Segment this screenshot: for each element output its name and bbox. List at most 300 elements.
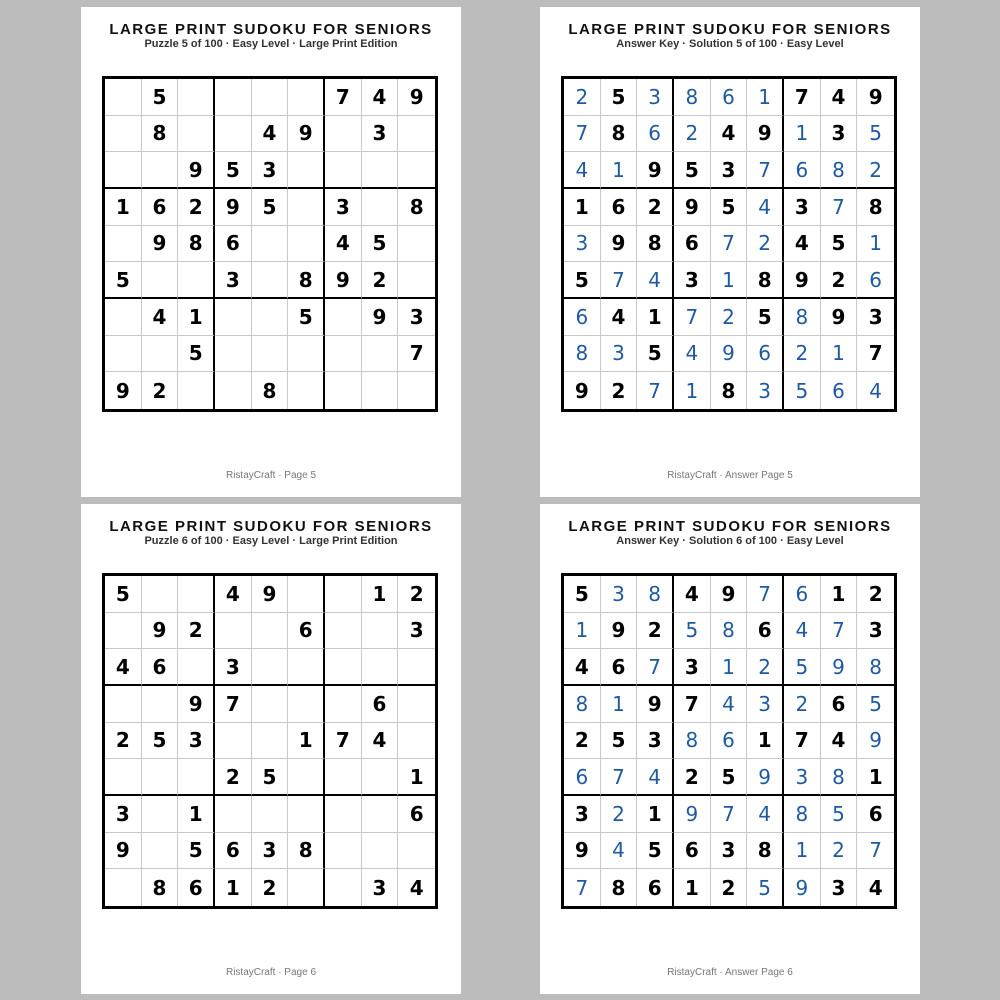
grid-cell: 2 [252,869,289,906]
grid-cell: 1 [784,833,821,870]
grid-cell [325,833,362,870]
grid-cell: 6 [637,116,674,153]
grid-cell: 3 [857,299,894,336]
grid-cell: 8 [857,649,894,686]
grid-cell: 7 [747,576,784,613]
grid-cell: 4 [747,796,784,833]
grid-cell [252,796,289,833]
grid-cell [362,189,399,226]
grid-cell: 1 [674,372,711,409]
grid-cell [252,299,289,336]
grid-cell: 5 [142,79,179,116]
grid-cell [178,372,215,409]
grid-cell: 5 [105,262,142,299]
grid-cell: 9 [784,262,821,299]
grid-cell: 7 [215,686,252,723]
grid-cell [398,372,435,409]
grid-cell: 5 [747,869,784,906]
grid-cell: 6 [288,613,325,650]
grid-cell: 7 [637,372,674,409]
grid-cell [142,576,179,613]
grid-cell: 1 [601,152,638,189]
grid-cell: 4 [674,576,711,613]
grid-cell: 4 [637,262,674,299]
grid-cell: 9 [398,79,435,116]
grid-cell: 6 [821,686,858,723]
grid-cell [362,152,399,189]
grid-cell: 9 [711,576,748,613]
grid-cell: 9 [564,372,601,409]
grid-cell: 6 [857,796,894,833]
grid-cell: 7 [821,613,858,650]
grid-cell: 5 [288,299,325,336]
grid-cell: 4 [362,723,399,760]
grid-cell [288,576,325,613]
grid-cell [288,226,325,263]
grid-cell: 4 [564,152,601,189]
page-subtitle: Answer Key · Solution 6 of 100 · Easy Level [616,535,844,547]
grid-cell: 6 [784,576,821,613]
grid-cell: 8 [711,372,748,409]
grid-cell: 5 [637,336,674,373]
grid-cell: 8 [564,336,601,373]
grid-cell: 3 [252,833,289,870]
grid-cell: 5 [564,262,601,299]
grid-cell: 7 [711,796,748,833]
grid-cell: 6 [674,226,711,263]
grid-cell: 6 [142,189,179,226]
grid-cell: 4 [637,759,674,796]
grid-cell: 3 [857,613,894,650]
grid-cell [325,372,362,409]
grid-cell: 8 [747,833,784,870]
grid-cell: 5 [601,723,638,760]
grid-cell: 2 [564,723,601,760]
grid-cell: 8 [398,189,435,226]
grid-cell [215,336,252,373]
grid-cell: 1 [784,116,821,153]
grid-cell: 6 [564,299,601,336]
grid-cell [325,649,362,686]
grid-cell [288,189,325,226]
grid-cell: 9 [711,336,748,373]
grid-cell: 9 [857,723,894,760]
grid-cell [362,613,399,650]
grid-cell: 2 [215,759,252,796]
grid-cell [142,686,179,723]
grid-cell: 5 [252,189,289,226]
grid-cell: 5 [252,759,289,796]
grid-cell [215,796,252,833]
grid-cell [362,759,399,796]
answer-grid [561,573,897,909]
grid-cell: 5 [784,372,821,409]
grid-cell: 5 [564,576,601,613]
grid-cell: 1 [398,759,435,796]
grid-cell [362,372,399,409]
grid-cell: 6 [215,226,252,263]
grid-cell: 5 [857,686,894,723]
grid-cell: 1 [637,299,674,336]
grid-cell: 1 [215,869,252,906]
grid-cell: 1 [178,299,215,336]
grid-cell: 6 [637,869,674,906]
grid-cell [252,686,289,723]
grid-cell: 8 [288,833,325,870]
grid-cell: 3 [747,686,784,723]
grid-cell: 5 [857,116,894,153]
grid-cell: 4 [601,833,638,870]
page-subtitle: Answer Key · Solution 5 of 100 · Easy Level [616,38,844,50]
grid-cell: 3 [564,796,601,833]
grid-cell: 3 [674,649,711,686]
grid-cell [398,262,435,299]
grid-cell [325,613,362,650]
grid-cell [288,796,325,833]
grid-cell [178,262,215,299]
grid-cell [398,686,435,723]
sudoku-grid [102,573,438,909]
grid-cell [288,79,325,116]
grid-cell: 6 [398,796,435,833]
grid-cell: 6 [142,649,179,686]
grid-cell: 5 [601,79,638,116]
grid-cell: 3 [637,723,674,760]
grid-cell: 3 [398,613,435,650]
grid-cell: 5 [784,649,821,686]
grid-cell [252,226,289,263]
grid-cell: 6 [857,262,894,299]
grid-cell [288,152,325,189]
grid-cell: 6 [711,723,748,760]
grid-cell: 6 [564,759,601,796]
grid-cell: 4 [711,116,748,153]
grid-cell: 9 [857,79,894,116]
grid-cell: 9 [601,226,638,263]
grid-cell: 4 [362,79,399,116]
grid-cell [142,336,179,373]
grid-cell: 7 [601,759,638,796]
grid-cell: 7 [564,116,601,153]
grid-cell: 7 [564,869,601,906]
grid-cell: 4 [142,299,179,336]
grid-cell: 9 [674,189,711,226]
grid-cell [105,116,142,153]
grid-cell: 9 [821,299,858,336]
grid-cell: 4 [105,649,142,686]
page-footer: RistayCraft · Page 6 [225,967,317,978]
grid-cell [325,152,362,189]
grid-cell [252,262,289,299]
grid-cell: 7 [674,686,711,723]
grid-cell: 4 [325,226,362,263]
grid-cell [288,649,325,686]
grid-cell: 8 [821,759,858,796]
grid-cell [105,336,142,373]
grid-cell: 9 [674,796,711,833]
grid-cell [142,152,179,189]
page-title: LARGE PRINT SUDOKU FOR SENIORS [109,21,433,38]
grid-cell: 2 [637,613,674,650]
grid-cell: 2 [821,262,858,299]
grid-cell [105,759,142,796]
grid-cell: 6 [178,869,215,906]
grid-cell: 7 [637,649,674,686]
grid-cell: 5 [674,613,711,650]
grid-cell: 9 [325,262,362,299]
grid-cell: 4 [409,875,424,900]
grid-cell: 9 [784,869,821,906]
grid-cell: 1 [747,79,784,116]
grid-cell [252,649,289,686]
grid-cell [362,796,399,833]
grid-cell: 6 [601,649,638,686]
grid-cell: 5 [637,833,674,870]
grid-cell: 5 [105,576,142,613]
page-footer: RistayCraft · Page 5 [225,470,317,481]
grid-cell: 3 [178,723,215,760]
grid-cell: 4 [711,686,748,723]
grid-cell: 3 [215,262,252,299]
grid-cell: 9 [601,613,638,650]
grid-cell: 4 [564,649,601,686]
grid-cell [325,336,362,373]
grid-cell [325,796,362,833]
grid-cell: 4 [869,378,883,403]
grid-cell: 4 [601,299,638,336]
grid-cell: 2 [747,649,784,686]
grid-cell [105,152,142,189]
page-title: LARGE PRINT SUDOKU FOR SENIORS [568,21,892,38]
grid-cell: 8 [711,613,748,650]
grid-cell: 9 [564,833,601,870]
grid-cell: 9 [142,613,179,650]
page-title: LARGE PRINT SUDOKU FOR SENIORS [568,518,892,535]
grid-cell: 3 [362,116,399,153]
grid-cell: 7 [857,833,894,870]
grid-cell: 2 [601,372,638,409]
grid-cell: 9 [362,299,399,336]
grid-cell: 2 [178,613,215,650]
grid-cell [178,576,215,613]
grid-cell: 4 [252,116,289,153]
grid-cell: 2 [637,189,674,226]
grid-cell: 3 [821,116,858,153]
grid-cell: 7 [747,152,784,189]
grid-cell: 8 [857,189,894,226]
grid-cell: 1 [288,723,325,760]
grid-cell: 8 [637,576,674,613]
grid-cell: 7 [784,723,821,760]
grid-cell: 3 [215,649,252,686]
grid-cell [178,759,215,796]
grid-cell: 9 [215,189,252,226]
page-footer: RistayCraft · Answer Page 6 [667,967,793,978]
grid-cell: 1 [711,262,748,299]
grid-cell: 3 [601,336,638,373]
grid-cell [325,759,362,796]
grid-cell: 6 [747,613,784,650]
grid-cell: 2 [601,796,638,833]
grid-cell: 4 [784,613,821,650]
grid-cell: 1 [821,576,858,613]
grid-cell: 6 [747,336,784,373]
grid-cell [215,613,252,650]
grid-cell: 8 [142,116,179,153]
grid-cell: 2 [178,189,215,226]
grid-cell: 6 [784,152,821,189]
grid-cell [105,613,142,650]
grid-cell: 3 [325,189,362,226]
grid-cell: 2 [105,723,142,760]
grid-cell: 1 [105,189,142,226]
grid-cell: 6 [821,372,858,409]
grid-cell [325,299,362,336]
grid-cell: 3 [821,869,858,906]
grid-cell: 6 [601,189,638,226]
grid-cell: 9 [637,152,674,189]
grid-cell [178,116,215,153]
grid-cell [398,649,435,686]
grid-cell: 5 [178,336,215,373]
grid-cell [325,686,362,723]
page-subtitle: Puzzle 6 of 100 · Easy Level · Large Print Edition [144,535,398,547]
grid-cell: 8 [142,869,179,906]
grid-cell: 3 [564,226,601,263]
grid-cell: 5 [178,833,215,870]
grid-cell: 6 [215,833,252,870]
grid-cell: 9 [747,759,784,796]
grid-cell: 9 [252,576,289,613]
grid-cell: 9 [142,226,179,263]
grid-cell [398,833,435,870]
grid-cell: 8 [637,226,674,263]
grid-cell: 8 [178,226,215,263]
grid-cell [288,372,325,409]
grid-cell [215,372,252,409]
grid-cell: 2 [857,576,894,613]
page-subtitle: Puzzle 5 of 100 · Easy Level · Large Print Edition [144,38,398,50]
grid-cell: 8 [784,796,821,833]
grid-cell: 7 [601,262,638,299]
grid-cell: 7 [674,299,711,336]
grid-cell [362,649,399,686]
grid-cell [252,79,289,116]
puzzle-page-5 [81,7,461,497]
grid-cell: 2 [821,833,858,870]
grid-cell [105,869,142,906]
grid-cell: 3 [252,152,289,189]
grid-cell: 1 [747,723,784,760]
grid-cell: 6 [711,79,748,116]
grid-cell: 3 [674,262,711,299]
grid-cell: 5 [821,796,858,833]
grid-cell: 9 [637,686,674,723]
grid-cell: 1 [362,576,399,613]
grid-cell: 7 [857,336,894,373]
grid-cell [252,723,289,760]
grid-cell: 4 [674,336,711,373]
grid-cell: 8 [821,152,858,189]
grid-cell [325,869,362,906]
grid-cell [362,336,399,373]
grid-cell: 2 [784,686,821,723]
grid-cell: 5 [142,723,179,760]
grid-cell: 1 [564,613,601,650]
grid-cell: 9 [288,116,325,153]
grid-cell: 7 [325,723,362,760]
grid-cell: 2 [674,759,711,796]
grid-cell [288,336,325,373]
grid-cell [215,299,252,336]
grid-cell: 1 [674,869,711,906]
answer-page-5 [540,7,920,497]
grid-cell: 5 [821,226,858,263]
grid-cell: 2 [142,372,179,409]
grid-cell: 4 [821,79,858,116]
grid-cell: 8 [564,686,601,723]
grid-cell: 2 [857,152,894,189]
grid-cell [252,613,289,650]
grid-cell: 2 [711,299,748,336]
grid-cell [178,79,215,116]
grid-cell: 8 [747,262,784,299]
grid-cell: 6 [362,686,399,723]
grid-cell [288,869,325,906]
grid-cell [252,336,289,373]
grid-cell: 9 [178,152,215,189]
grid-cell [362,833,399,870]
grid-cell: 2 [398,576,435,613]
grid-cell [142,796,179,833]
grid-cell: 2 [674,116,711,153]
grid-cell [325,576,362,613]
grid-cell: 8 [601,869,638,906]
grid-cell: 8 [288,262,325,299]
grid-cell: 9 [747,116,784,153]
grid-cell [398,723,435,760]
grid-cell: 4 [747,189,784,226]
grid-cell: 6 [674,833,711,870]
grid-cell [398,116,435,153]
grid-cell: 3 [784,189,821,226]
grid-cell: 4 [868,875,883,900]
grid-cell [215,79,252,116]
grid-cell [105,686,142,723]
grid-cell [178,649,215,686]
grid-cell: 3 [105,796,142,833]
grid-cell: 2 [784,336,821,373]
grid-cell: 8 [674,723,711,760]
grid-cell: 9 [821,649,858,686]
grid-cell: 4 [784,226,821,263]
grid-cell: 5 [362,226,399,263]
grid-cell: 3 [747,372,784,409]
grid-cell: 1 [857,759,894,796]
grid-cell: 3 [711,152,748,189]
grid-cell [105,79,142,116]
grid-cell [105,299,142,336]
grid-cell: 4 [215,576,252,613]
grid-cell: 5 [711,759,748,796]
grid-cell: 1 [857,226,894,263]
grid-cell [215,723,252,760]
grid-cell: 7 [398,336,435,373]
grid-cell [105,226,142,263]
grid-cell: 1 [711,649,748,686]
grid-cell: 5 [674,152,711,189]
grid-cell: 2 [747,226,784,263]
